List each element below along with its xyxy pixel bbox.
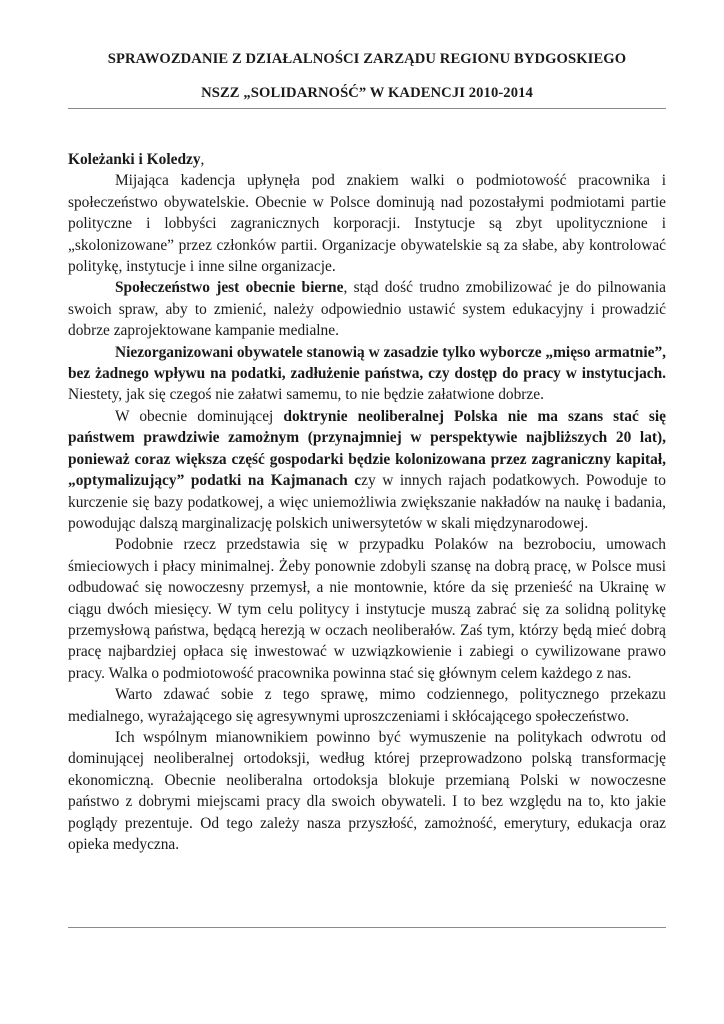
paragraph-4-lead: W obecnie dominującej	[115, 407, 284, 425]
title-line-1: SPRAWOZDANIE Z DZIAŁALNOŚCI ZARZĄDU REGIONU BYDGOSKIEGO	[107, 51, 627, 67]
paragraph-4-bold: doktrynie neoliberalnej Polska nie ma szans stać się państwem prawdziwie zamożnym (przynajmniej w perspektywie najbliższych 20 lat), ponieważ coraz większa część gospodarki będzie kolonizowana przez zagraniczny kapitał, „optymalizujący” podatki na Kajmanach c	[68, 407, 666, 490]
paragraph-3	[68, 342, 666, 406]
paragraph-3-bold: Niezorganizowani obywatele stanowią w zasadzie tylko wyborcze „mięso armatnie”, bez żadnego wpływu na podatki, zadłużenie państwa, czy dostęp do pracy w instytucjach.	[68, 343, 666, 383]
paragraph-1: Mijająca kadencja upłynęła pod znakiem walki o podmiotowość pracownika i społeczeństwo obywatelskie. Obecnie w Polsce dominują nad pozostałymi podmiotami partie polityczne i lobbyści zagranicznych korporacji. Instytucje są zbyt upolitycznione i „skolonizowane” przez członków partii. Organizacje obywatelskie są za słabe, aby kontrolować politykę, instytucje i inne silne organizacje.	[68, 172, 666, 276]
salutation-comma: ,	[200, 151, 205, 168]
paragraph-3-text: Niestety, jak się czegoś nie załatwi samemu, to nie będzie załatwione dobrze.	[68, 386, 544, 404]
header-divider	[68, 108, 666, 109]
salutation-text: Koleżanki i Koledzy	[68, 151, 201, 168]
paragraph-6: Warto zdawać sobie z tego sprawę, mimo codziennego, politycznego przekazu medialnego, wyrażającego się agresywnymi uproszczeniami i skłócającego społeczeństwo.	[68, 686, 666, 725]
footer-divider	[68, 927, 666, 928]
paragraph-7: Ich wspólnym mianownikiem powinno być wymuszenie na politykach odwrotu od dominującej neoliberalnej ortodoksji, według której przeprowadzono polską transformację ekonomiczną. Obecnie neoliberalna ortodoksja blokuje przemianą Polski w nowoczesne państwo z dobrymi miejscami pracy dla swoich obywateli. I to bez względu na to, kto jakie poglądy prezentuje. Od tego zależy nasza przyszłość, zamożność, emerytury, edukacja oraz opieka medyczna.	[68, 728, 666, 853]
salutation	[68, 149, 666, 170]
paragraph-4-text: zy w innych rajach podatkowych. Powoduje to kurczenie się bazy podatkowej, a więc uniemożliwia zwiększanie nakładów na naukę i badania, powodując dalszą marginalizację polskich uniwersytetów w skali międzynarodowej.	[68, 472, 667, 532]
paragraph-2-bold: Społeczeństwo jest obecnie bierne	[115, 279, 344, 297]
paragraph-5: Podobnie rzecz przedstawia się w przypadku Polaków na bezrobociu, umowach śmieciowych i płacy minimalnej. Żeby ponownie zdobyli szansę na dobrą pracę, w Polsce musi odbudować się nowoczesny przemysł, a nie montownie, które da się przenieść na Ukrainę w ciągu dwóch miesięcy. W tym celu politycy i instytucje muszą zabrać się za solidną politykę przemysłową państwa, będącą herezją w oczach neoliberałów. Zaś tym, którzy będą mieć dobrą pracę najbardziej opłaca się inwestować w uzwiązkowienie i zabiegi o cywilizowane prawo pracy. Walka o podmiotowość pracownika powinna stać się głównym celem każdego z nas.	[68, 536, 666, 682]
title-line-2: NSZZ „SOLIDARNOŚĆ” W KADENCJI 2010-2014	[201, 85, 533, 101]
paragraph-4	[68, 406, 666, 534]
document-title	[68, 50, 666, 102]
paragraph-2-text: , stąd dość trudno zmobilizować je do pilnowania swoich spraw, aby to zmienić, należy odpowiednio ustawić system edukacyjny i prowadzić dobrze zaprojektowane kampanie medialne.	[68, 279, 666, 340]
paragraph-2	[68, 277, 666, 341]
document-body	[68, 149, 666, 855]
